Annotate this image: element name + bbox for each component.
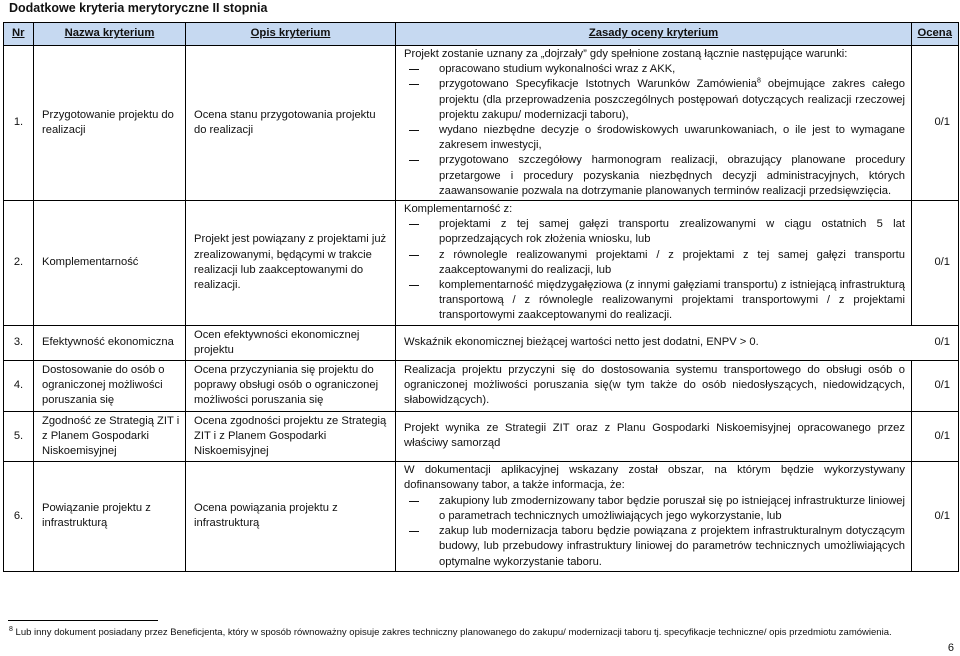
table-row	[4, 361, 959, 412]
rule-item: komplementarność międzygałęziowa (z innymi gałęziami transportu) z istniejącą infrastrukturą transportową / z równolegle realizowanymi projektami transportowymi / z projektami transportowymi zaakceptowanymi do realizacji.	[404, 278, 905, 324]
rule-item: projektami z tej samej gałęzi transportu zrealizowanymi w ciągu ostatnich 5 lat poprzedzających rok złożenia wniosku, lub	[404, 217, 905, 247]
criterion-description: Ocena przyczyniania się projektu do poprawy obsługi osób o ograniczonej możliwości poruszania się	[186, 361, 396, 412]
criterion-rules	[396, 201, 912, 326]
table-row	[4, 325, 959, 360]
criterion-description: Ocen efektywności ekonomicznej projektu	[186, 325, 396, 360]
header-score: Ocena	[912, 23, 959, 46]
criterion-description: Ocena zgodności projektu ze Strategią ZIT i z Planem Gospodarki Niskoemisyjnej	[186, 411, 396, 462]
rule-item: zakupiony lub zmodernizowany tabor będzie poruszał się po istniejącej infrastrukturze liniowej o parametrach technicznych umożliwiających jego wykorzystanie, lub	[404, 494, 905, 524]
rule-item: z równolegle realizowanymi projektami / z projektami z tej samej gałęzi transportu zaakceptowanymi do realizacji, lub	[404, 248, 905, 278]
row-number: 1.	[4, 46, 34, 201]
criterion-name: Zgodność ze Strategią ZIT i z Planem Gospodarki Niskoemisyjnej	[34, 411, 186, 462]
rule-list	[404, 494, 905, 570]
criterion-name: Dostosowanie do osób o ograniczonej możliwości poruszania się	[34, 361, 186, 412]
rule-item	[404, 77, 905, 123]
rule-list	[404, 62, 905, 199]
score-value: 0/1	[912, 46, 959, 201]
criterion-rules	[396, 411, 912, 462]
table-row	[4, 46, 959, 201]
row-number: 3.	[4, 325, 34, 360]
header-nr: Nr	[4, 23, 34, 46]
rule-item: opracowano studium wykonalności wraz z AKK,	[404, 62, 905, 77]
header-rules: Zasady oceny kryterium	[396, 23, 912, 46]
row-number: 4.	[4, 361, 34, 412]
criteria-table	[3, 22, 959, 572]
footnote-divider	[8, 620, 158, 621]
criterion-rules	[396, 46, 912, 201]
criterion-rules	[396, 462, 912, 571]
criterion-name: Przygotowanie projektu do realizacji	[34, 46, 186, 201]
table-row	[4, 411, 959, 462]
criterion-name: Komplementarność	[34, 201, 186, 326]
rule-item: wydano niezbędne decyzje o środowiskowych uwarunkowaniach, o ile jest to wymagane zakresem inwestycji,	[404, 123, 905, 153]
row-number: 6.	[4, 462, 34, 571]
footnote-mark: 8	[9, 625, 13, 633]
header-row	[4, 23, 959, 46]
rule-intro: W dokumentacji aplikacyjnej wskazany został obszar, na którym będzie wykorzystywany dofinansowany tabor, a także informacja, że:	[404, 464, 905, 492]
score-value: 0/1	[912, 201, 959, 326]
score-value: 0/1	[912, 361, 959, 412]
criterion-rules	[396, 325, 959, 360]
score-value: 0/1	[912, 462, 959, 571]
rule-intro: Projekt zostanie uznany za „dojrzały” gdy spełnione zostaną łącznie następujące warunki:	[404, 48, 848, 60]
criterion-description: Ocena powiązania projektu z infrastrukturą	[186, 462, 396, 571]
rule-intro: Komplementarność z:	[404, 203, 513, 216]
rule-list	[404, 217, 905, 323]
criterion-name: Powiązanie projektu z infrastrukturą	[34, 462, 186, 571]
header-desc: Opis kryterium	[186, 23, 396, 46]
rule-item: zakup lub modernizacja taboru będzie powiązana z projektem infrastrukturalnym dotyczącym budowy, lub przebudowy infrastruktury liniowej do parametrów technicznych umożliwiających optymalne wykorzystanie taboru.	[404, 524, 905, 570]
footnote-text: Lub inny dokument posiadany przez Beneficjenta, który w sposób równoważny opisuje zakres techniczny planowanego do zakupu/ modernizacji taboru tj. specyfikacje techniczne/ opis przedmiotu zamówienia.	[15, 627, 892, 638]
footnote	[9, 627, 959, 638]
rule-intro: Realizacja projektu przyczyni się do dostosowania systemu transportowego do obsługi osób o ograniczonej możliwości poruszania się(w tym także do osób niedosłyszących, niedowidzących, słabowidzących).	[404, 364, 905, 407]
footnote-reference: 8	[756, 77, 761, 85]
rule-intro: Wskaźnik ekonomicznej bieżącej wartości netto jest dodatni, ENPV > 0.	[404, 336, 759, 349]
rule-intro: Projekt wynika ze Strategii ZIT oraz z Planu Gospodarki Niskoemisyjnej opracowanego przez właściwy samorząd	[404, 422, 905, 450]
score-value: 0/1	[934, 336, 950, 349]
rule-item-continuation: obejmujące zakres całego projektu (dla przeprowadzenia poszczególnych postępowań dotyczących realizacji rzeczowej projektu zakupu/ modernizacji taboru),	[439, 78, 906, 121]
page-number: 6	[947, 642, 954, 654]
table-row	[4, 201, 959, 326]
page-title: Dodatkowe kryteria merytoryczne II stopnia	[9, 1, 268, 15]
rule-item-text: przygotowano Specyfikacje Istotnych Warunków Zamówienia	[439, 78, 757, 91]
criterion-description: Ocena stanu przygotowania projektu do realizacji	[186, 46, 396, 201]
table-row	[4, 462, 959, 571]
rule-item: przygotowano szczegółowy harmonogram realizacji, obrazujący planowane procedury przetargowe i procedury pozyskania niezbędnych decyzji administracyjnych, których zaawansowanie pozwala na dotrzymanie planowanych terminów realizacji przedsięwzięcia.	[404, 153, 905, 199]
criterion-rules	[396, 361, 912, 412]
criterion-description: Projekt jest powiązany z projektami już zrealizowanymi, będącymi w trakcie realizacji lub zaakceptowanymi do realizacji.	[186, 201, 396, 326]
row-number: 2.	[4, 201, 34, 326]
criterion-name: Efektywność ekonomiczna	[34, 325, 186, 360]
row-number: 5.	[4, 411, 34, 462]
score-value: 0/1	[912, 411, 959, 462]
header-name: Nazwa kryterium	[34, 23, 186, 46]
